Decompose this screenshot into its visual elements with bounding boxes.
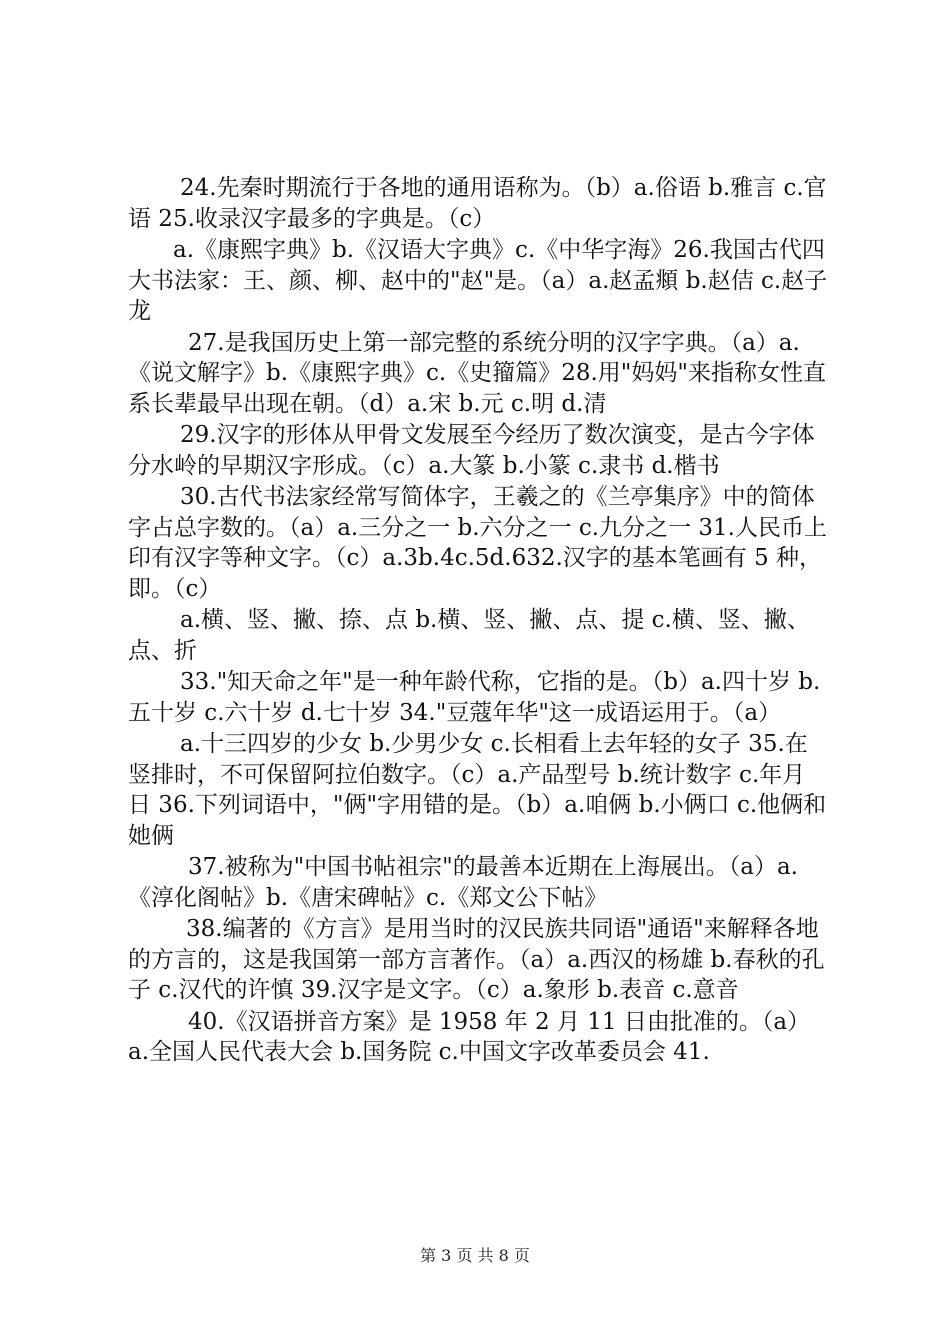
paragraph-q29: 29.汉字的形体从甲骨文发展至今经历了数次演变，是古今字体分水岭的早期汉字形成。（c）a.大篆 b.小篆 c.隶书 d.楷书 [128, 422, 815, 479]
paragraph-q40-41: 40.《汉语拼音方案》是 1958 年 2 月 11 日由批准的。（a）a.全国人民代表大会 b.国务院 c.中国文字改革委员会 41. [128, 1008, 811, 1065]
paragraph-q37: 37.被称为"中国书帖祖宗"的最善本近期在上海展出。（a）a.《淳化阁帖》b.《唐宋碑帖》c.《郑文公下帖》 [128, 854, 798, 911]
paragraph-q34-36: a.十三四岁的少女 b.少男少女 c.长相看上去年轻的女子 35.在竖排时，不可保留阿拉伯数字。（c）a.产品型号 b.统计数字 c.年月日 36.下列词语中，"俩"字用错的是。（b）a.咱俩 b.小俩口 c.他俩和她俩 [128, 731, 827, 849]
page-footer [0, 1243, 950, 1266]
paragraph-q30-32: 30.古代书法家经常写简体字，王羲之的《兰亭集序》中的简体字占总字数的。（a）a.三分之一 b.六分之一 c.九分之一 31.人民币上印有汉字等种文字。（c）a.3b.4c.5d.632.汉字的基本笔画有 5 种，即。（c） [128, 484, 827, 602]
paragraph-q32-options: a.横、竖、撇、捺、点 b.横、竖、撇、点、提 c.横、竖、撇、点、折 [128, 607, 810, 664]
document-body [128, 173, 828, 1069]
paragraph-q24-25: 24.先秦时期流行于各地的通用语称为。（b）a.俗语 b.雅言 c.官语 25.收录汉字最多的字典是。（c） [128, 175, 827, 232]
paragraph-q33-34: 33."知天命之年"是一种年龄代称，它指的是。（b）a.四十岁 b.五十岁 c.六十岁 d.七十岁 34."豆蔻年华"这一成语运用于。（a） [128, 669, 821, 726]
paragraph-q25-26: a.《康熙字典》b.《汉语大字典》c.《中华字海》26.我国古代四大书法家：王、颜、柳、赵中的"赵"是。（a）a.赵孟頫 b.赵佶 c.赵子龙 [128, 237, 828, 324]
paragraph-q27-28: 27.是我国历史上第一部完整的系统分明的汉字字典。（a）a.《说文解字》b.《康熙字典》c.《史籀篇》28.用"妈妈"来指称女性直系长辈最早出现在朝。（d）a.宋 b.元 c.明 d.清 [128, 329, 826, 417]
paragraph-q38-39: 38.编著的《方言》是用当时的汉民族共同语"通语"来解释各地的方言的，这是我国第一部方言著作。（a）a.西汉的杨雄 b.春秋的孔子 c.汉代的许慎 39.汉字是文字。（c）a.象形 b.表音 c.意音 [128, 916, 825, 1003]
page-number-label: 第 3 页 共 8 页 [420, 1246, 530, 1265]
